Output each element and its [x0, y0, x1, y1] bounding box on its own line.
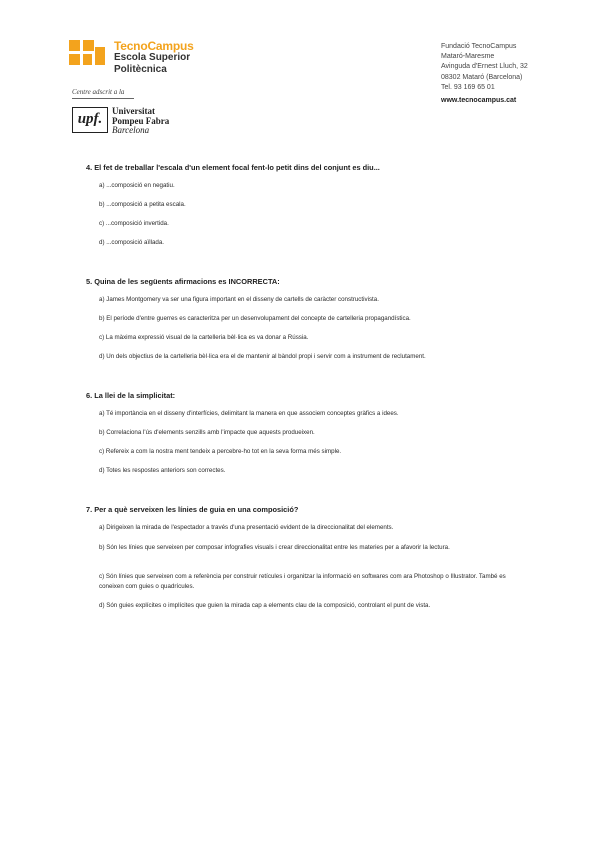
question-7-option-a: a) Dirigeixen la mirada de l'espectador a través d'una presentació evident de la direccionalitat del elements. [99, 524, 394, 531]
question-6-option-d: d) Totes les respostes anteriors son correctes. [99, 467, 226, 474]
letterhead [0, 0, 599, 140]
question-4-option-d: d) ...composició aïllada. [99, 239, 164, 246]
question-4-option-b: b) ...composició a petita escala. [99, 201, 186, 208]
upf-name [112, 107, 169, 136]
question-5-option-a: a) James Montgomery va ser una figura important en el disseny de cartells de caràcter constructivista. [99, 296, 379, 303]
question-4-option-c: c) ...composició invertida. [99, 220, 169, 227]
question-4-option-a: a) ...composició en negatiu. [99, 182, 175, 189]
question-6-option-b: b) Correlaciona l'ús d'elements senzills amb l'impacte que aquests produeixen. [99, 429, 315, 436]
adscrit-label: Centre adscrit a la [72, 88, 125, 96]
address-line: Fundació TecnoCampus [441, 43, 517, 50]
upf-city: Barcelona [112, 125, 150, 136]
tecnocampus-name [114, 40, 194, 76]
question-5-option-c: c) La màxima expressió visual de la cartelleria bèl·lica es va donar a Rússia. [99, 334, 309, 341]
question-7-option-d: d) Són guies explícites o implícites que guien la mirada cap a elements clau de la composició, controlant el punt de vista. [99, 602, 431, 609]
upf-line-1: Universitat [112, 106, 155, 116]
question-7-option-b: b) Són les línies que serveixen per composar infografies visuals i crear direccionalitat entre les materies per a afavorir la lectura. [99, 544, 450, 551]
address-line: Mataró-Maresme [441, 53, 495, 61]
question-6-option-a: a) Té importància en el disseny d'interfícies, delimitant la manera en que associem conceptes gràfics a idees. [99, 410, 399, 417]
divider [72, 98, 134, 99]
address-line: Tel. 93 169 65 01 [441, 83, 495, 91]
upf-line-2: Pompeu Fabra [112, 115, 170, 126]
question-6-title: 6. La llei de la simplicitat: [86, 391, 176, 400]
question-4-title: 4. El fet de treballar l'escala d'un element focal fent-lo petit dins del conjunt es diu... [86, 163, 380, 172]
question-5-title: 5. Quina de les següents afirmacions es INCORRECTA: [86, 277, 280, 286]
upf-logo: upf. [72, 107, 108, 133]
tecnocampus-logo-icon [69, 40, 105, 66]
question-7-title: 7. Per a què serveixen les línies de guia en una composició? [86, 505, 299, 514]
question-5-option-b: b) El període d'entre guerres es caracteritza per un desenvolupament del concepte de cartelleria propagandística. [99, 315, 411, 322]
question-6-option-c: c) Refereix a com la nostra ment tendeix a percebre-ho tot en la seva forma més simple. [99, 448, 342, 455]
question-5-option-d: d) Un dels objectius de la cartelleria bèl·lica era el de mantenir al bàndol propi i servir com a instrument de reclutament. [99, 353, 426, 360]
brand-name: TecnoCampus [114, 39, 194, 53]
address-line: 08302 Mataró (Barcelona) [441, 73, 523, 81]
brand-line-1: Escola Superior [114, 52, 191, 63]
address-line: Avinguda d'Ernest Lluch, 32 [441, 63, 528, 71]
brand-line-2: Politècnica [114, 64, 167, 75]
address-block [441, 42, 528, 106]
question-7-option-c: c) Són línies que serveixen com a referència per construir retícules i organitzar la informació en softwares com ara Photoshop o Illustrator. També es coneixen com guies o quadrícules. [99, 573, 506, 590]
website-link[interactable]: www.tecnocampus.cat [441, 97, 517, 105]
